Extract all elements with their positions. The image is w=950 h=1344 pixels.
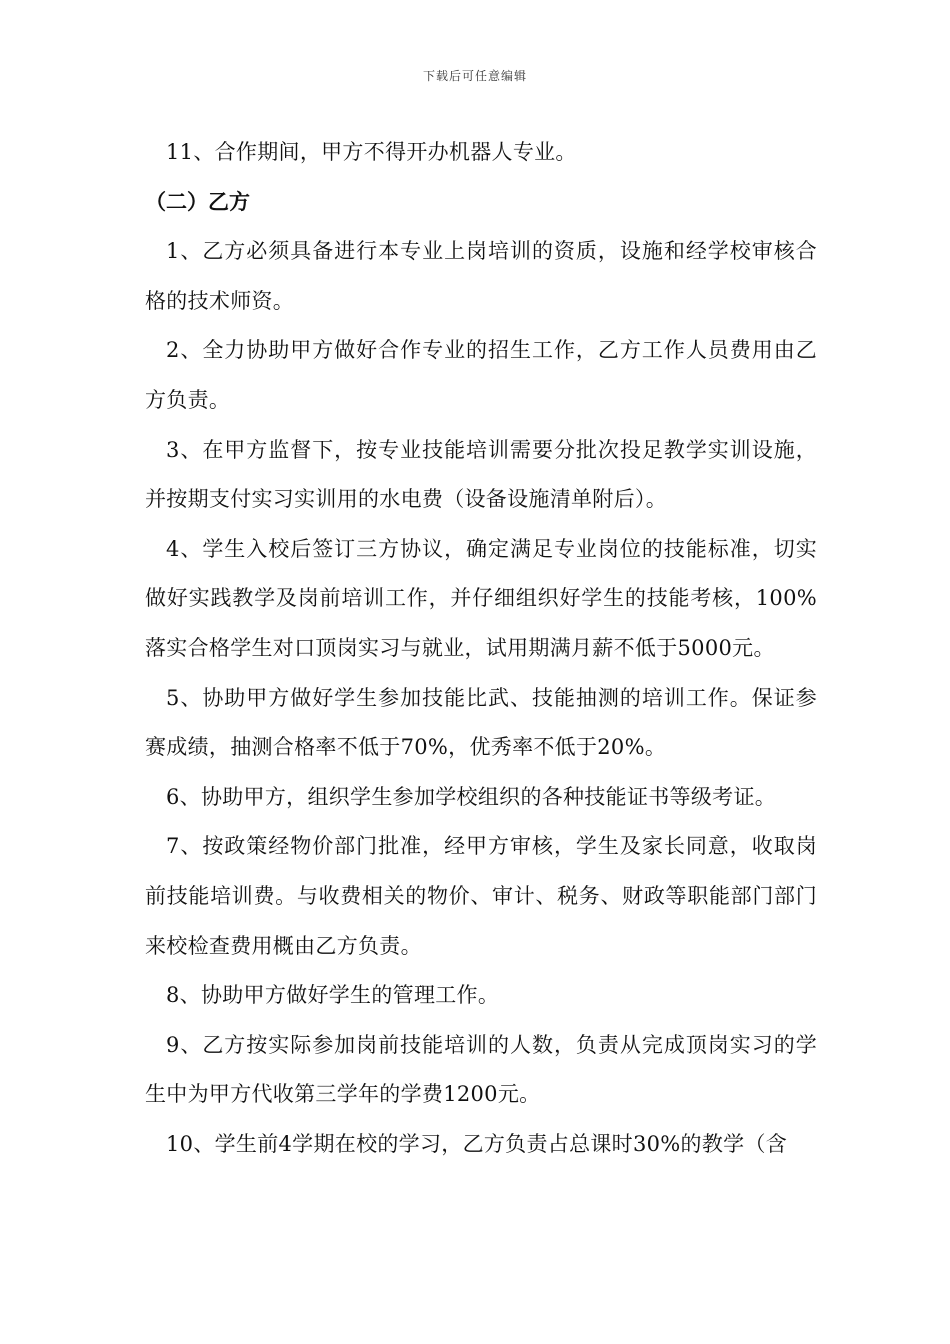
page-header-note: 下载后可任意编辑 — [422, 69, 527, 83]
clause-1: 1、乙方必须具备进行本专业上岗培训的资质，设施和经学校审核合格的技术师资。 — [145, 239, 817, 313]
clause-6: 6、协助甲方，组织学生参加学校组织的各种技能证书等级考证。 — [166, 784, 777, 809]
clause-10: 10、学生前4学期在校的学习，乙方负责占总课时30%的教学（含 — [166, 1131, 788, 1156]
clause-3: 3、在甲方监督下，按专业技能培训需要分批次投足教学实训设施，并按期支付实习实训用的水电费（设备设施清单附后）。 — [145, 437, 817, 512]
clause-4: 4、学生入校后签订三方协议，确定满足专业岗位的技能标准，切实做好实践教学及岗前培训工作，并仔细组织好学生的技能考核，100%落实合格学生对口顶岗实习与就业，试用期满月薪不低于5000元。 — [145, 536, 817, 660]
clause-9: 9、乙方按实际参加岗前技能培训的人数，负责从完成顶岗实习的学生中为甲方代收第三学年的学费1200元。 — [145, 1032, 817, 1107]
clause-11: 11、合作期间，甲方不得开办机器人专业。 — [166, 140, 577, 164]
document-body — [145, 128, 817, 1169]
clause-7: 7、按政策经物价部门批准，经甲方审核，学生及家长同意，收取岗前技能培训费。与收费相关的物价、审计、税务、财政等职能部门部门来校检查费用概由乙方负责。 — [145, 834, 817, 958]
clause-8: 8、协助甲方做好学生的管理工作。 — [166, 983, 500, 1008]
section-heading-party-b: （二）乙方 — [145, 189, 250, 214]
clause-2: 2、全力协助甲方做好合作专业的招生工作，乙方工作人员费用由乙方负责。 — [145, 338, 817, 412]
clause-5: 5、协助甲方做好学生参加技能比武、技能抽测的培训工作。保证参赛成绩，抽测合格率不低于70%，优秀率不低于20%。 — [145, 685, 817, 760]
